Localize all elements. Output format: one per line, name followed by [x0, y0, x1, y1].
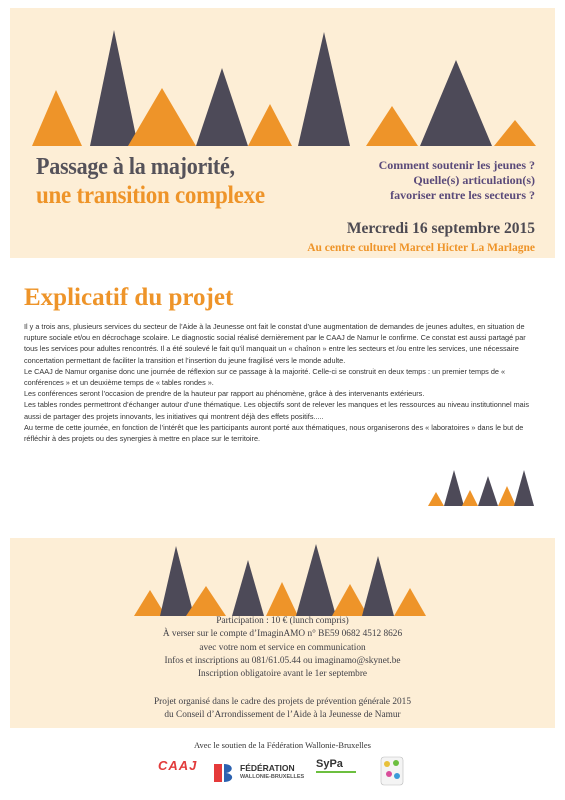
registration-info: [10, 615, 555, 681]
event-questions: [379, 158, 535, 203]
sypa-logo: [316, 758, 366, 788]
project-description: [24, 321, 538, 444]
fwb-logo: [210, 758, 310, 788]
caaj-logo-text: CAAJ: [158, 758, 198, 773]
bank-account: À verser sur le compte d’ImaginAMO n° BE59 0682 4512 8626: [162, 629, 403, 640]
project-line2: du Conseil d’Arrondissement de l’Aide à la Jeunesse de Namur: [164, 710, 401, 721]
registration-deadline: Inscription obligatoire avant le 1er septembre: [197, 669, 368, 680]
paragraph: Le CAAJ de Namur organise donc une journée de réflexion sur ce passage à la majorité. Celle-ci se construit en deux temps : un premier temps de « conférences » et un deuxième temps de « tables rondes ».: [24, 366, 506, 388]
payment-communication: avec votre nom et service en communication: [199, 642, 366, 653]
fwb-emblem-icon: [210, 760, 236, 786]
sypa-underline: [316, 771, 356, 773]
project-note: [10, 696, 555, 723]
contact-info: Infos et inscriptions au 081/61.05.44 ou imaginamo@skynet.be: [164, 655, 401, 666]
fwb-subtitle: WALLONIE-BRUXELLES: [240, 774, 305, 780]
question-line: favoriser entre les secteurs ?: [390, 188, 535, 202]
small-mountains-graphic: [426, 466, 536, 510]
caaj-logo: [158, 758, 200, 788]
section-title: Explicatif du projet: [24, 284, 234, 311]
mountains-graphic: [10, 538, 555, 618]
event-venue: Au centre culturel Marcel Hicter La Marlagne: [307, 242, 535, 254]
sypa-logo-text: SyPa: [316, 758, 343, 770]
paragraph: Les tables rondes permettront d’échanger autour d’une thématique. Les objectifs sont de relever les manques et les ressources au niveau institutionnel mais aussi de partager des projets innovants, les initiatives qui montrent déjà des effets positifs.....: [24, 400, 529, 421]
question-line: Quelle(s) articulation(s): [413, 173, 535, 187]
paragraph: Au terme de cette journée, en fonction de l’intérêt que les participants auront porté aux thématiques, nous organiserons des « laboratoires » dans le but de réfléchir à des projets ou des synergies à mettre en place sur le territoire.: [24, 422, 524, 444]
paragraph: Les conférences seront l’occasion de prendre de la hauteur par rapport au phénomène, grâce à des intervenants extérieurs.: [24, 389, 425, 399]
participation-price: Participation : 10 € (lunch compris): [216, 616, 349, 626]
iaj-emblem-icon: [380, 756, 404, 786]
support-text: Avec le soutien de la Fédération Wallonie-Bruxelles: [194, 740, 371, 750]
event-title-line1: Passage à la majorité,: [36, 154, 235, 180]
partner-logos: [0, 752, 565, 792]
event-title-line2: une transition complexe: [36, 182, 265, 209]
mountains-graphic: [10, 8, 555, 158]
iaj-logo: [380, 756, 404, 786]
header-band: [10, 8, 555, 258]
question-line: Comment soutenir les jeunes ?: [378, 158, 535, 172]
paragraph: Il y a trois ans, plusieurs services du secteur de l’Aide à la Jeunesse ont fait le constat d’une augmentation de demandes de jeunes adultes, en situation de rupture sociale et/ou en décrochage scolaire. Le diagnostic social réalisé dernièrement par le CAAJ de Namur le confirme. Ce constat est aussi partagé par tous les services pour adultes rencontrés. Il a été soulevé le fait qu’il manquait un « chaînon » entre les secteurs et /ou entre les services, une nécessaire concertation permettant de faciliter la transition et l’insertion du jeune fragilisé vers le monde adulte.: [24, 322, 526, 365]
project-line1: Projet organisé dans le cadre des projets de prévention générale 2015: [154, 697, 411, 707]
fwb-name: FÉDÉRATION: [240, 763, 295, 773]
event-date: Mercredi 16 septembre 2015: [346, 220, 535, 237]
